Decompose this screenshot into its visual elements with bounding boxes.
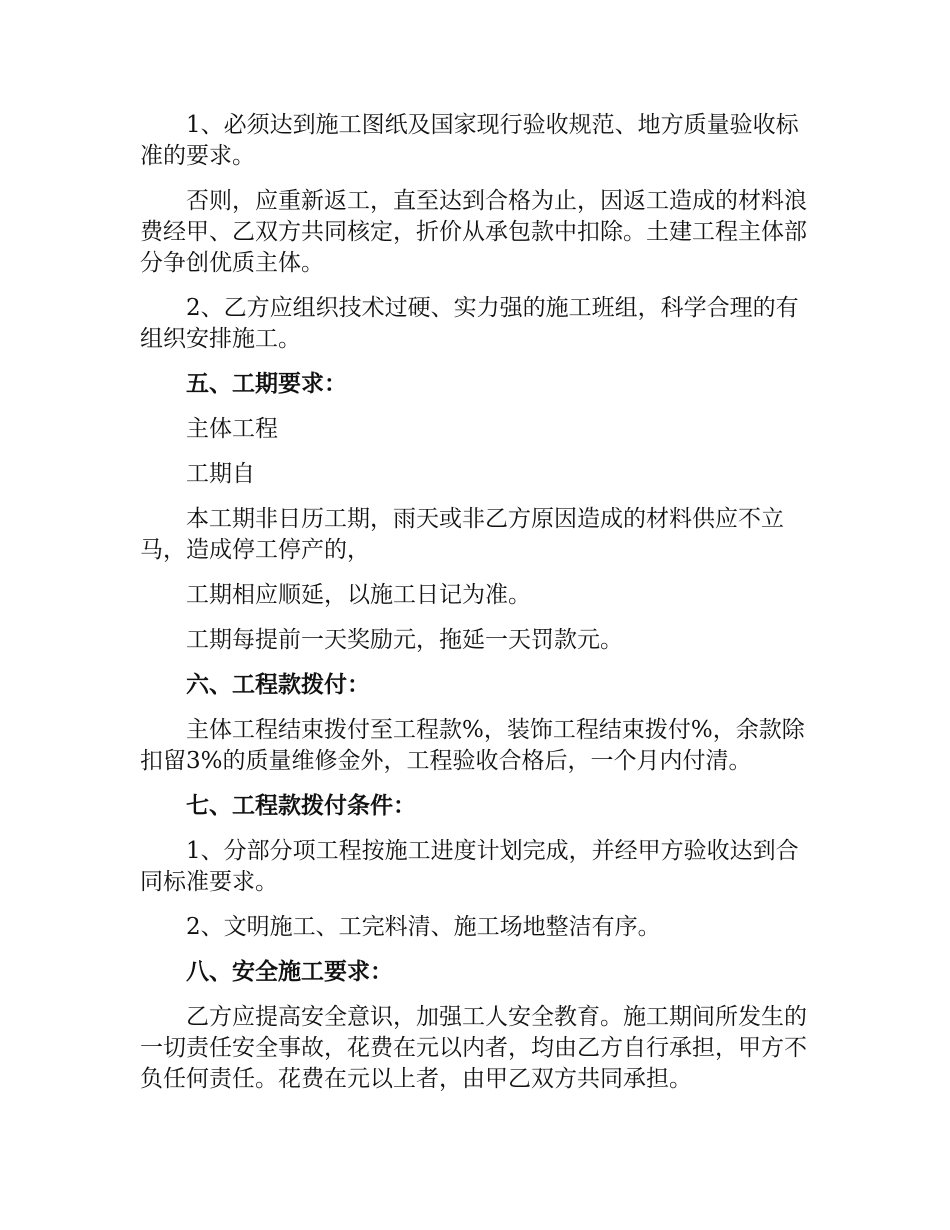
paragraph-6: 工期自 xyxy=(186,461,255,487)
paragraph-1: 1、必须达到施工图纸及国家现行验收规范、地方质量验收标准的要求。 xyxy=(140,112,799,169)
paragraph-2: 否则，应重新返工，直至达到合格为止，因返工造成的材料浪费经甲、乙双方共同核定，折价从承包款中扣除。土建工程主体部分争创优质主体。 xyxy=(140,188,807,276)
paragraph-14: 2、文明施工、工完料清、施工场地整洁有序。 xyxy=(186,914,661,940)
section-heading-6: 六、工程款拨付： xyxy=(186,672,370,698)
paragraph-3: 2、乙方应组织技术过硬、实力强的施工班组，科学合理的有组织安排施工。 xyxy=(140,295,799,352)
paragraph-9: 工期每提前一天奖励元，拖延一天罚款元。 xyxy=(186,627,623,653)
paragraph-11: 主体工程结束拨付至工程款%，装饰工程结束拨付%，余款除扣留3%的质量维修金外，工程验收合格后，一个月内付清。 xyxy=(140,717,805,774)
document-body xyxy=(140,110,812,1109)
section-heading-5: 五、工期要求： xyxy=(186,371,347,397)
paragraph-7: 本工期非日历工期，雨天或非乙方原因造成的材料供应不立马，造成停工停产的， xyxy=(140,506,784,563)
paragraph-5: 主体工程 xyxy=(186,416,278,442)
section-heading-8: 八、安全施工要求： xyxy=(186,959,393,985)
paragraph-8: 工期相应顺延，以施工日记为准。 xyxy=(186,582,531,608)
paragraph-16: 乙方应提高安全意识，加强工人安全教育。施工期间所发生的一切责任安全事故，花费在元以内者，均由乙方自行承担，甲方不负任何责任。花费在元以上者，由甲乙双方共同承担。 xyxy=(140,1004,807,1092)
section-heading-7: 七、工程款拨付条件： xyxy=(186,793,416,819)
paragraph-13: 1、分部分项工程按施工进度计划完成，并经甲方验收达到合同标准要求。 xyxy=(140,838,799,895)
